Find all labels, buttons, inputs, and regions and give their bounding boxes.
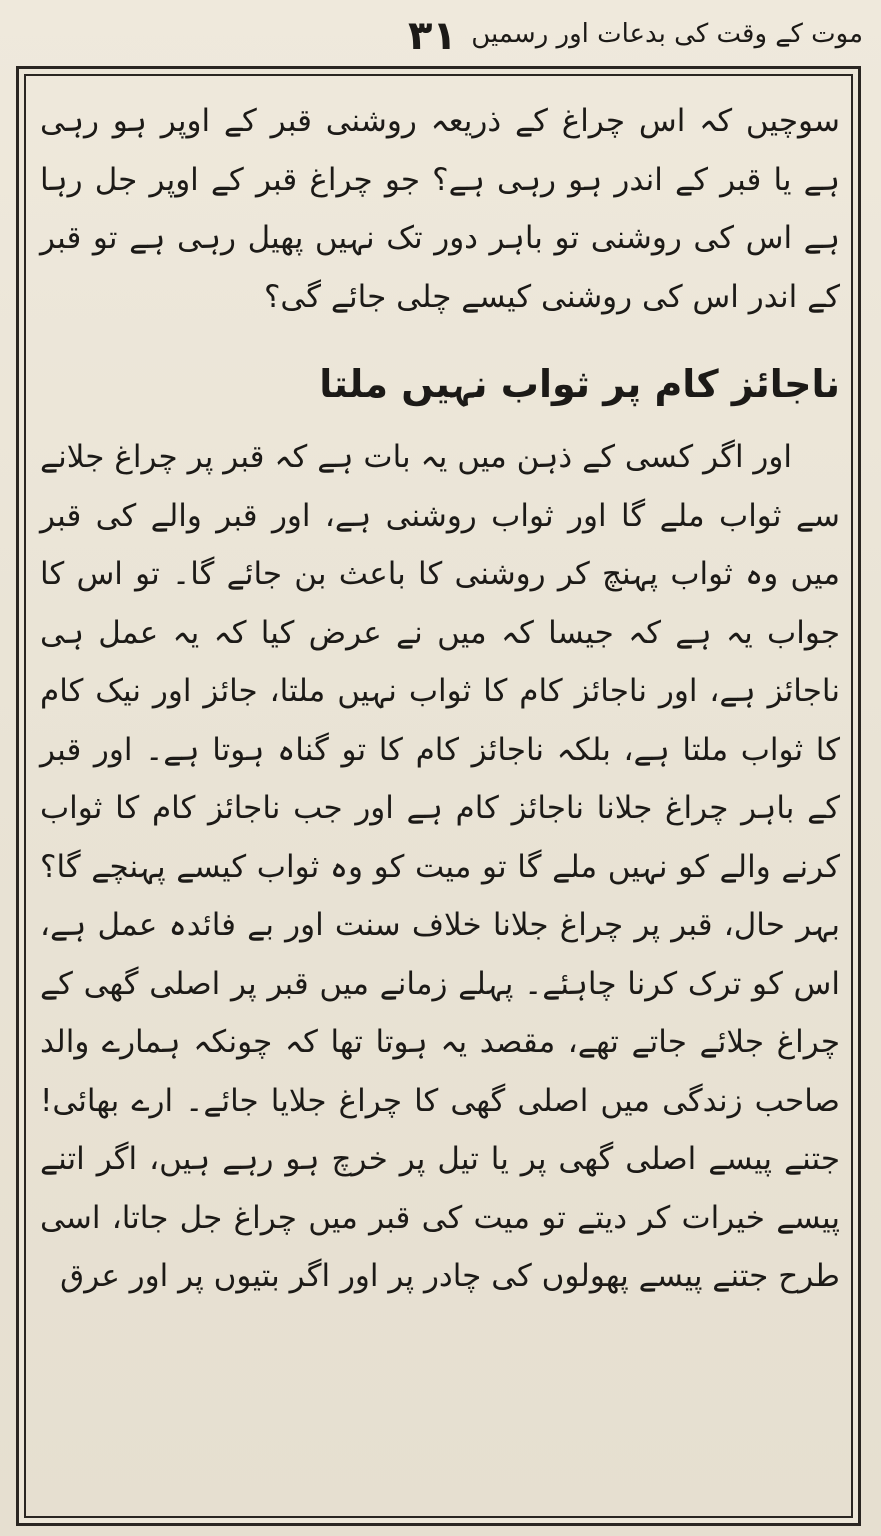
section-heading: ناجائز کام پر ثواب نہیں ملتا: [319, 362, 840, 406]
page-number: ۳۱: [408, 13, 457, 59]
running-title: موت کے وقت کی بدعات اور رسمیں: [471, 19, 863, 49]
page-content: [40, 92, 840, 1306]
paragraph-1: سوچیں کہ اس چراغ کے ذریعہ روشنی قبر کے اوپر ہو رہی ہے یا قبر کے اندر ہو رہی ہے؟ جو چراغ قبر کے اوپر جل رہا ہے اس کی روشنی تو باہر دور تک نہیں پھیل رہی ہے تو قبر کے اندر اس کی روشنی کیسے چلی جائے گی؟: [40, 103, 840, 315]
running-header: [0, 6, 881, 66]
paragraph-2: اور اگر کسی کے ذہن میں یہ بات ہے کہ قبر پر چراغ جلانے سے ثواب ملے گا اور ثواب روشنی ہے، اور قبر والے کی قبر میں وہ ثواب پہنچ کر روشنی کا باعث بن جائے گا۔ تو اس کا جواب یہ ہے کہ جیسا کہ میں نے عرض کیا کہ یہ عمل ہی ناجائز ہے، اور ناجائز کام کا ثواب نہیں ملتا، جائز اور نیک کام کا ثواب ملتا ہے، بلکہ ناجائز کام کا تو گناہ ہوتا ہے۔ اور قبر کے باہر چراغ جلانا ناجائز کام ہے اور جب ناجائز کام کا ثواب کرنے والے کو نہیں ملے گا تو میت کو وہ ثواب کیسے پہنچے گا؟ بہر حال، قبر پر چراغ جلانا خلاف سنت اور بے فائدہ عمل ہے، اس کو ترک کرنا چاہئے۔ پہلے زمانے میں قبر پر اصلی گھی کے چراغ جلائے جاتے تھے، مقصد یہ ہوتا تھا کہ چونکہ ہمارے والد صاحب زندگی میں اصلی گھی کا چراغ جلایا جائے۔ ارے بھائی! جتنے پیسے اصلی گھی پر یا تیل پر خرچ ہو رہے ہیں، اگر اتنے پیسے خیرات کر دیتے تو میت کی قبر میں چراغ جل جاتا، اسی طرح جتنے پیسے پھولوں کی چادر پر اور اگر بتیوں پر اور عرق: [40, 439, 840, 1294]
